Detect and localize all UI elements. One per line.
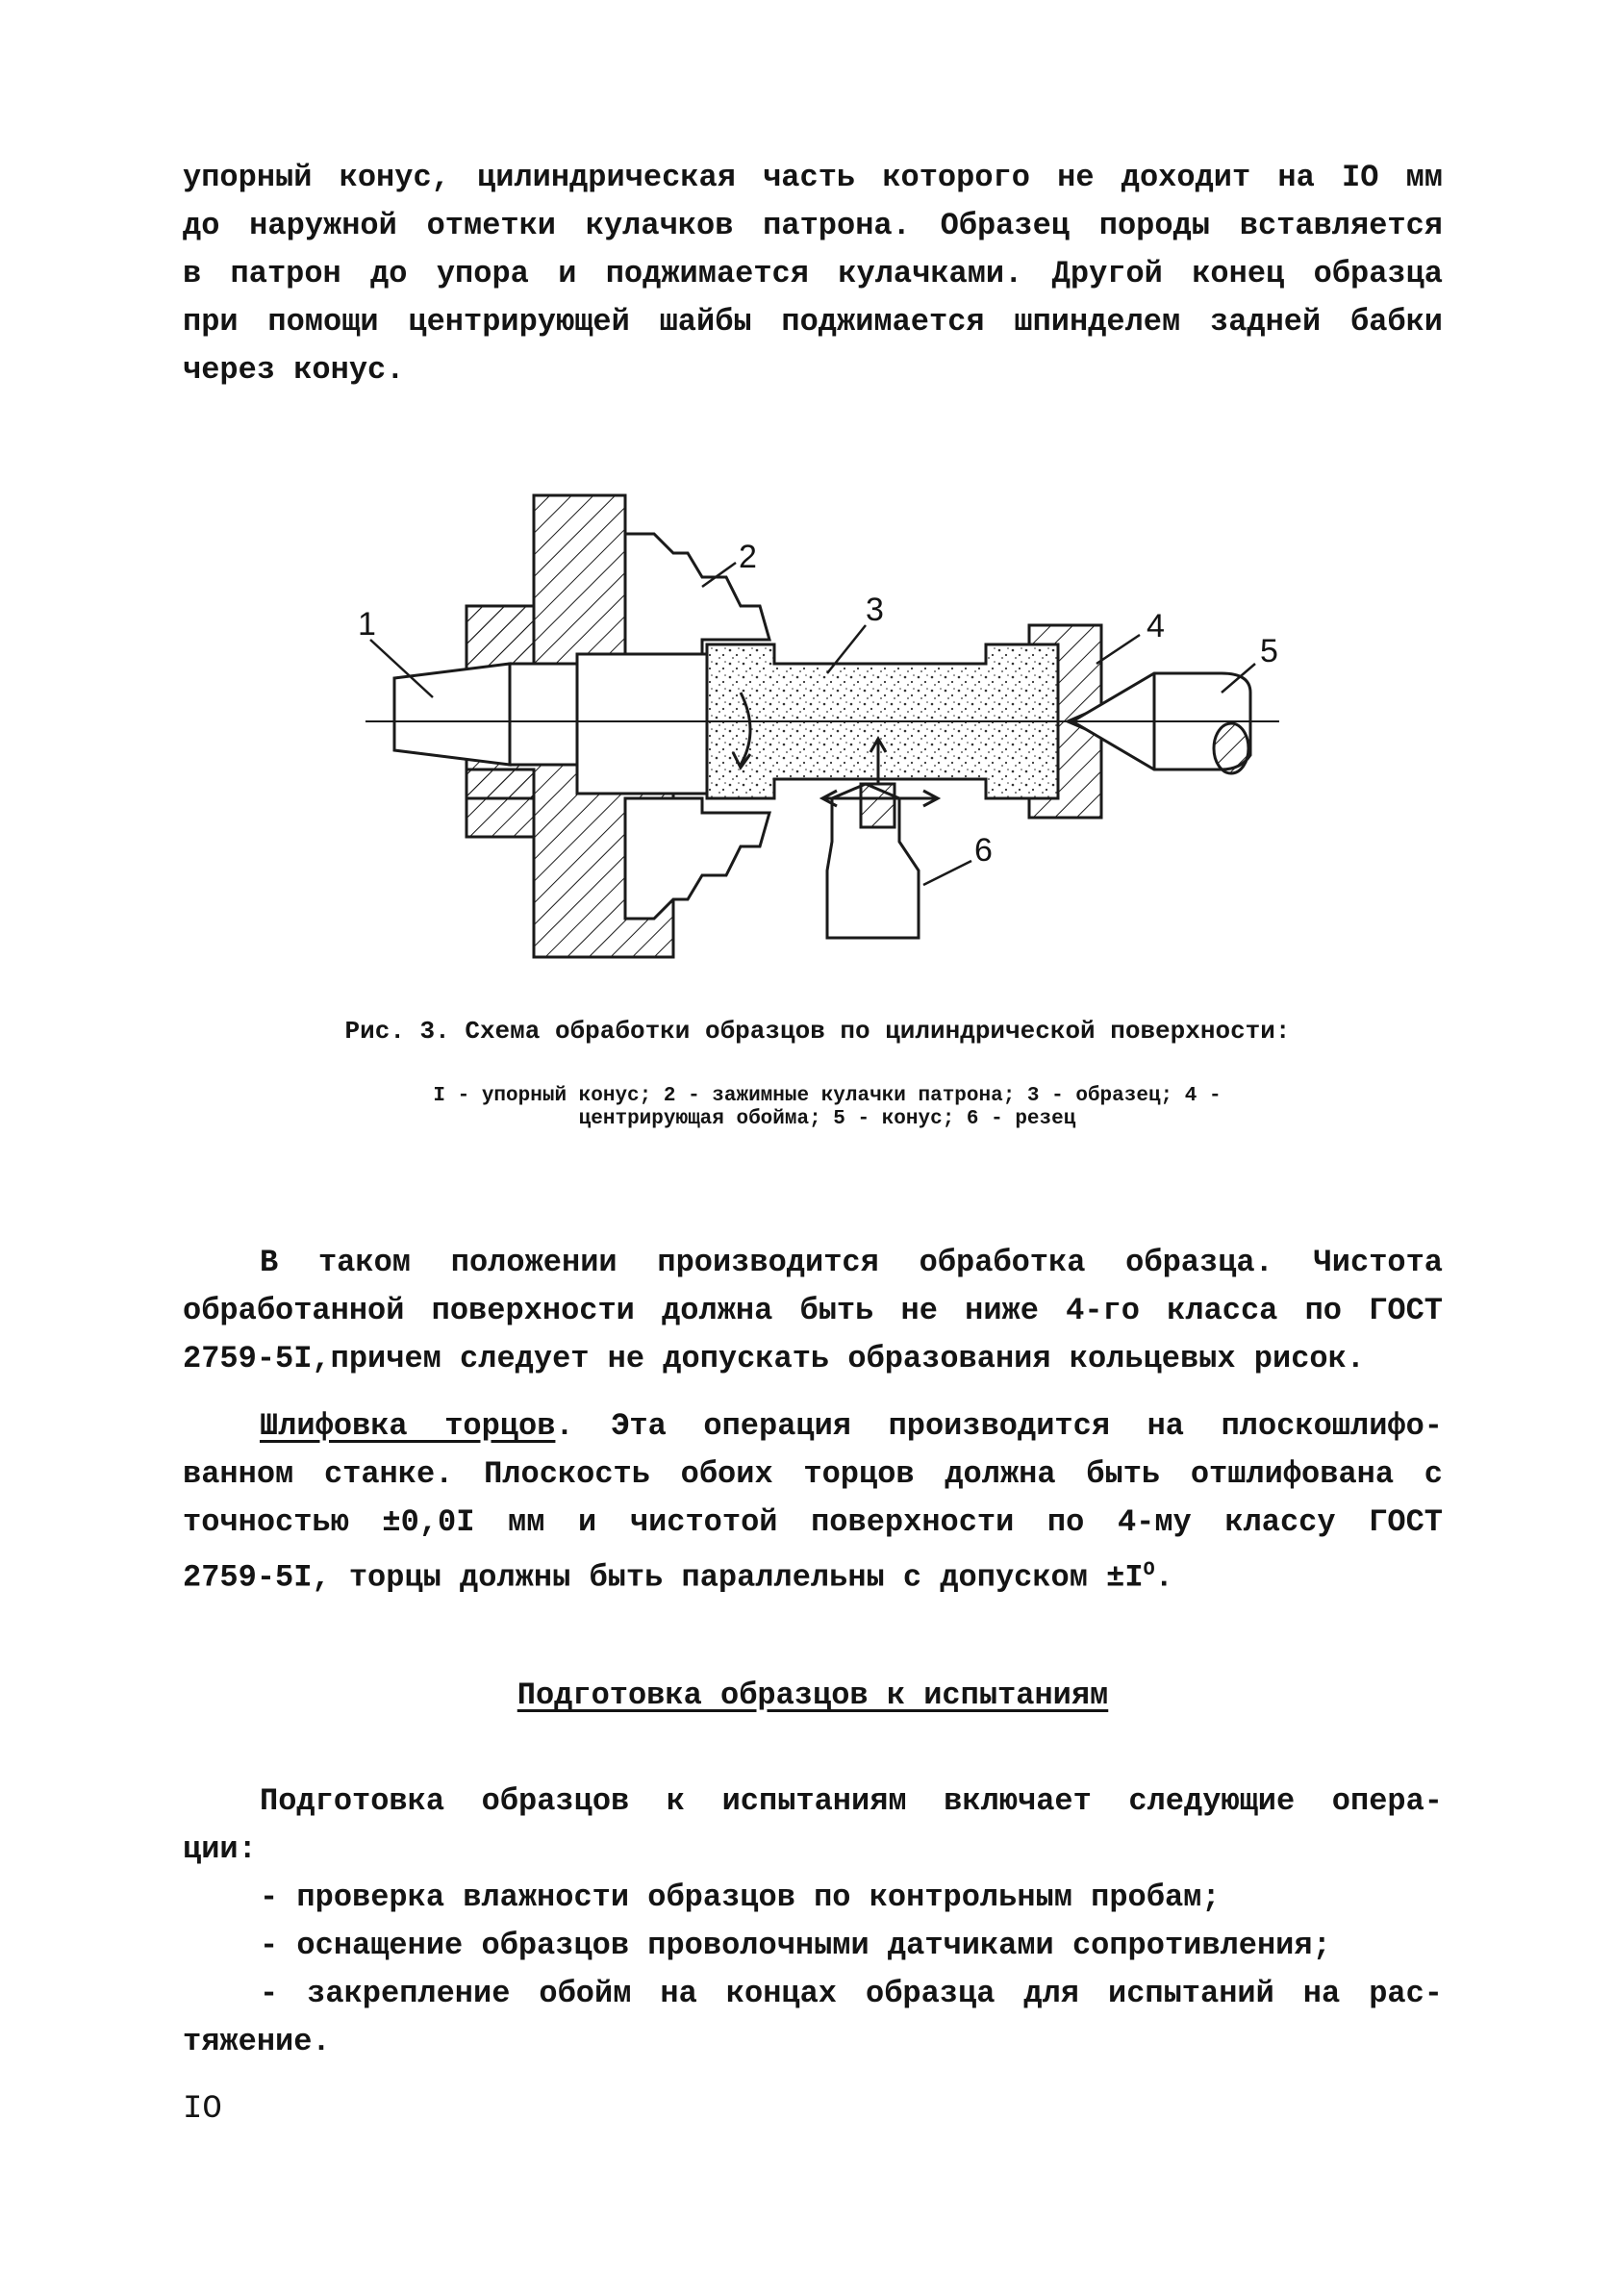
legend-line: центрирующая обойма; 5 - конус; 6 - резец [578, 1108, 1076, 1130]
intro-paragraph [183, 154, 1443, 394]
section-heading-text: Подготовка образцов к испытаниям [517, 1678, 1109, 1713]
label-6: 6 [974, 832, 993, 869]
grinding-paragraph [183, 1402, 1443, 1602]
lathe-scheme-figure [356, 481, 1279, 981]
text-line: ции: [183, 1831, 257, 1867]
stop-cone-shank [510, 664, 577, 765]
list-item: - проверка влажности образцов по контрольным пробам; [260, 1880, 1221, 1915]
label-1: 1 [358, 606, 376, 643]
grinding-last-text: 2759-5I, торцы должны быть параллельны с допуском ±I [183, 1559, 1144, 1596]
figure-legend [346, 1085, 1308, 1131]
grinding-last-end: . [1154, 1559, 1173, 1596]
text-line: в патрон до упора и поджимается кулачками. Другой конец образца [183, 256, 1443, 291]
grinding-line-rest: . Эта операция производится на плоскошлифо- [555, 1408, 1444, 1444]
chuck-jaws-lower [625, 798, 769, 919]
text-line: при помощи центрирующей шайбы поджимается шпинделем задней бабки [183, 304, 1443, 340]
chuck-face-lower [466, 770, 534, 837]
text-line: до наружной отметки кулачков патрона. Образец породы вставляется [183, 208, 1443, 243]
text-line [183, 1547, 1443, 1602]
text-line: через конус. [183, 352, 405, 388]
label-2: 2 [739, 539, 757, 575]
label-4: 4 [1147, 608, 1165, 644]
stop-cone-body [577, 654, 707, 794]
label-3: 3 [866, 592, 884, 628]
text-line: Подготовка образцов к испытаниям включает следующие опера- [260, 1783, 1443, 1819]
text-line: ванном станке. Плоскость обоих торцов должна быть отшлифована с [183, 1456, 1443, 1492]
page-number: IO [183, 2091, 222, 2128]
text-line: обработанной поверхности должна быть не ниже 4-го класса по ГОСТ [183, 1293, 1443, 1328]
list-item: - оснащение образцов проволочными датчиками сопротивления; [260, 1928, 1331, 1963]
list-item: - закрепление обойм на концах образца для испытаний на рас- [260, 1976, 1443, 2011]
figure-caption: Рис. 3. Схема обработки образцов по цилиндрической поверхности: [344, 1017, 1291, 1046]
degree-sup: O [1143, 1559, 1155, 1581]
legend-line: I - упорный конус; 2 - зажимные кулачки патрона; 3 - образец; 4 - [433, 1085, 1222, 1107]
processing-paragraph [183, 1239, 1443, 1383]
tailstock-section [1214, 723, 1248, 773]
grinding-title: Шлифовка торцов [260, 1408, 556, 1444]
text-line: 2759-5I,причем следует не допускать образования кольцевых рисок. [183, 1341, 1365, 1376]
text-line: В таком положении производится обработка образца. Чистота [260, 1245, 1443, 1280]
text-line [183, 1402, 1443, 1451]
section-heading [183, 1672, 1443, 1720]
text-line: упорный конус, цилиндрическая часть которого не доходит на IO мм [183, 160, 1443, 195]
section-paragraph [183, 1778, 1443, 2066]
text-line: тяжение. [183, 2024, 331, 2059]
label-5: 5 [1260, 633, 1278, 669]
text-line: точностью ±0,0I мм и чистотой поверхности по 4-му классу ГОСТ [183, 1504, 1443, 1540]
cutter-tip [861, 784, 895, 827]
